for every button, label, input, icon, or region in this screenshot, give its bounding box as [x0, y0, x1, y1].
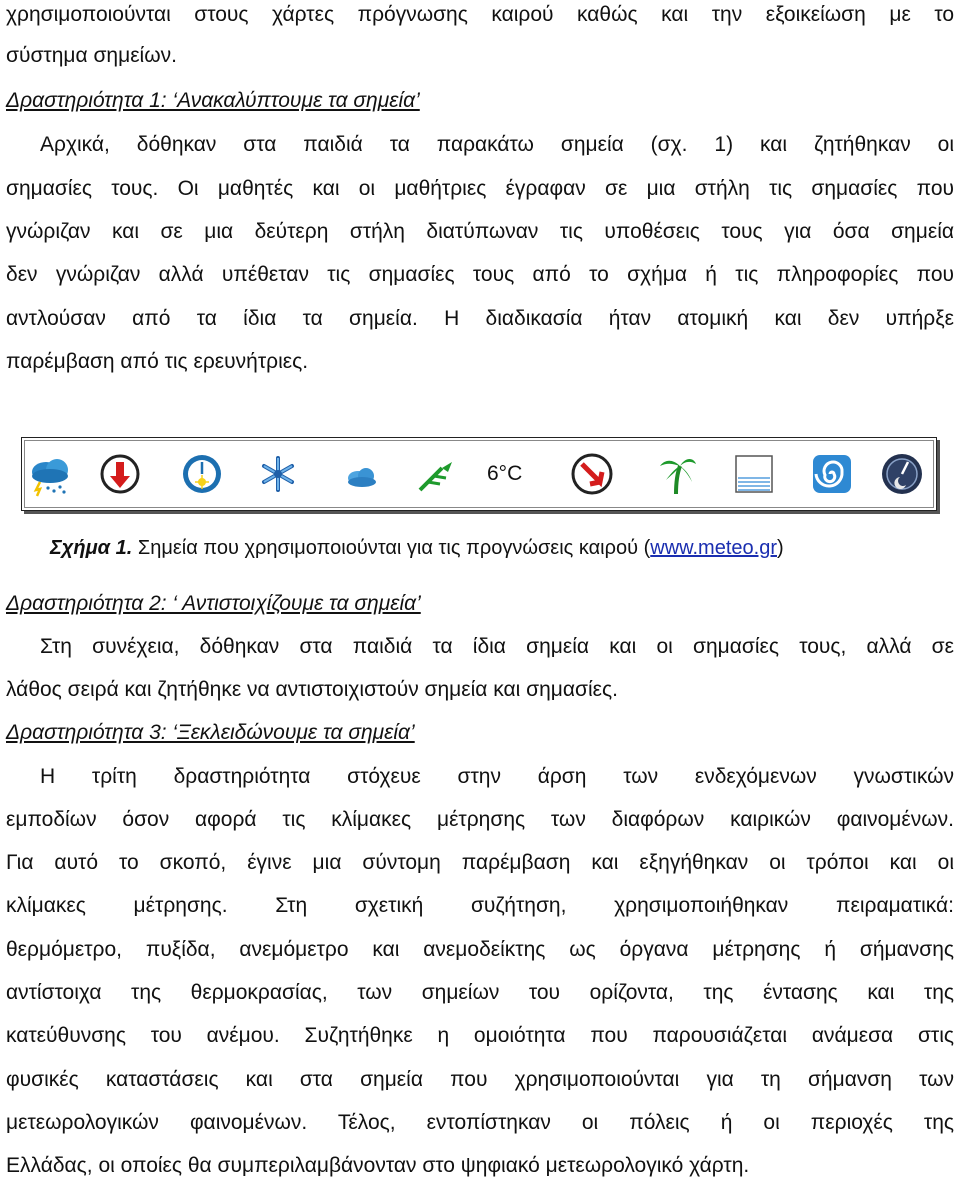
activity2-heading: Δραστηριότητα 2: ‘ Αντιστοιχίζουμε τα σημεία’ — [6, 592, 421, 615]
night-clock-icon — [878, 450, 926, 498]
paragraph-line: θερμόμετρο, πυξίδα, ανεμόμετρο και ανεμοδείκτης ως όργανα μέτρησης ή σήμανσης — [6, 938, 954, 961]
paragraph-line: δεν γνώριζαν αλλά υπέθεταν τις σημασίες τους από το σχήμα ή τις πληροφορίες που — [6, 263, 954, 286]
paragraph-line: Για αυτό το σκοπό, έγινε μια σύντομη παρέμβαση και εξηγήθηκαν οι τρόποι και οι — [6, 851, 954, 874]
paragraph-line: κλίμακες μέτρησης. Στη σχετική συζήτηση, χρησιμοποιήθηκαν πειραματικά: — [6, 894, 954, 917]
caption-end: ) — [776, 537, 784, 559]
paragraph-line: φυσικές καταστάσεις και στα σημεία που χρησιμοποιούνται για τη σήμανση των — [6, 1068, 954, 1091]
paragraph-line: κατεύθυνσης του ανέμου. Συζητήθηκε η ομοιότητα που παρουσιάζεται ανάμεσα στις — [6, 1024, 954, 1047]
paragraph-line: Η τρίτη δραστηριότητα στόχευε στην άρση των ενδεχόμενων γνωστικών — [40, 765, 954, 788]
paragraph-line: λάθος σειρά και ζητήθηκε να αντιστοιχιστούν σημεία και σημασίες. — [6, 678, 618, 701]
paragraph-line: Αρχικά, δόθηκαν στα παιδιά τα παρακάτω σημεία (σχ. 1) και ζητήθηκαν οι — [40, 133, 954, 156]
palm-tree-icon — [652, 450, 700, 498]
spiral-icon — [808, 450, 856, 498]
activity1-heading: Δραστηριότητα 1: ‘Ανακαλύπτουμε τα σημεία’ — [6, 89, 420, 112]
paragraph-line: αντίστοιχα της θερμοκρασίας, των σημείων του ορίζοντα, της έντασης και της — [6, 981, 954, 1004]
paragraph-line: εμποδίων όσον αφορά τις κλίμακες μέτρησης των διαφόρων καιρικών φαινομένων. — [6, 808, 954, 831]
wind-arrow-icon — [412, 450, 460, 498]
paragraph-line: Ελλάδας, οι οποίες θα συμπεριλαμβάνονταν στο ψηφιακό μετεωρολογικό χάρτη. — [6, 1154, 750, 1177]
sun-clock-icon — [178, 450, 226, 498]
weather-symbols-figure — [21, 437, 937, 511]
paragraph-line: μετεωρολογικών φαινομένων. Τέλος, εντοπίστηκαν οι πόλεις ή οι περιοχές της — [6, 1111, 954, 1134]
paragraph-line: σημασίες τους. Οι μαθητές και οι μαθήτριες έγραφαν σε μια στήλη τις σημασίες που — [6, 177, 954, 200]
fog-icon — [730, 450, 778, 498]
caption-text: Σημεία που χρησιμοποιούνται για τις προγνώσεις καιρού ( — [132, 537, 651, 559]
caption-label: Σχήμα 1. — [50, 537, 133, 559]
paragraph-line: παρέμβαση από τις ερευνήτριες. — [6, 350, 309, 373]
paragraph-line: αντλούσαν από τα ίδια τα σημεία. Η διαδικασία ήταν ατομική και δεν υπήρξε — [6, 307, 954, 330]
figure-caption — [50, 533, 784, 563]
snowflake-icon — [254, 450, 302, 498]
source-link[interactable]: www.meteo.gr — [650, 537, 777, 559]
compass-arrow-icon — [568, 450, 616, 498]
temperature-label: 6°C — [487, 462, 523, 485]
down-arrow-circle-icon — [96, 450, 144, 498]
paragraph-line: Στη συνέχεια, δόθηκαν στα παιδιά τα ίδια σημεία και οι σημασίες τους, αλλά σε — [40, 635, 954, 658]
paragraph-line: σύστημα σημείων. — [6, 44, 177, 67]
cloud-rain-lightning-icon — [26, 450, 74, 498]
activity3-heading: Δραστηριότητα 3: ‘Ξεκλειδώνουμε τα σημεία’ — [6, 721, 415, 744]
paragraph-line: γνώριζαν και σε μια δεύτερη στήλη διατύπωναν τις υποθέσεις τους για όσα σημεία — [6, 220, 954, 243]
small-cloud-icon — [336, 450, 384, 498]
paragraph-line: χρησιμοποιούνται στους χάρτες πρόγνωσης καιρού καθώς και την εξοικείωση με το — [6, 3, 954, 26]
